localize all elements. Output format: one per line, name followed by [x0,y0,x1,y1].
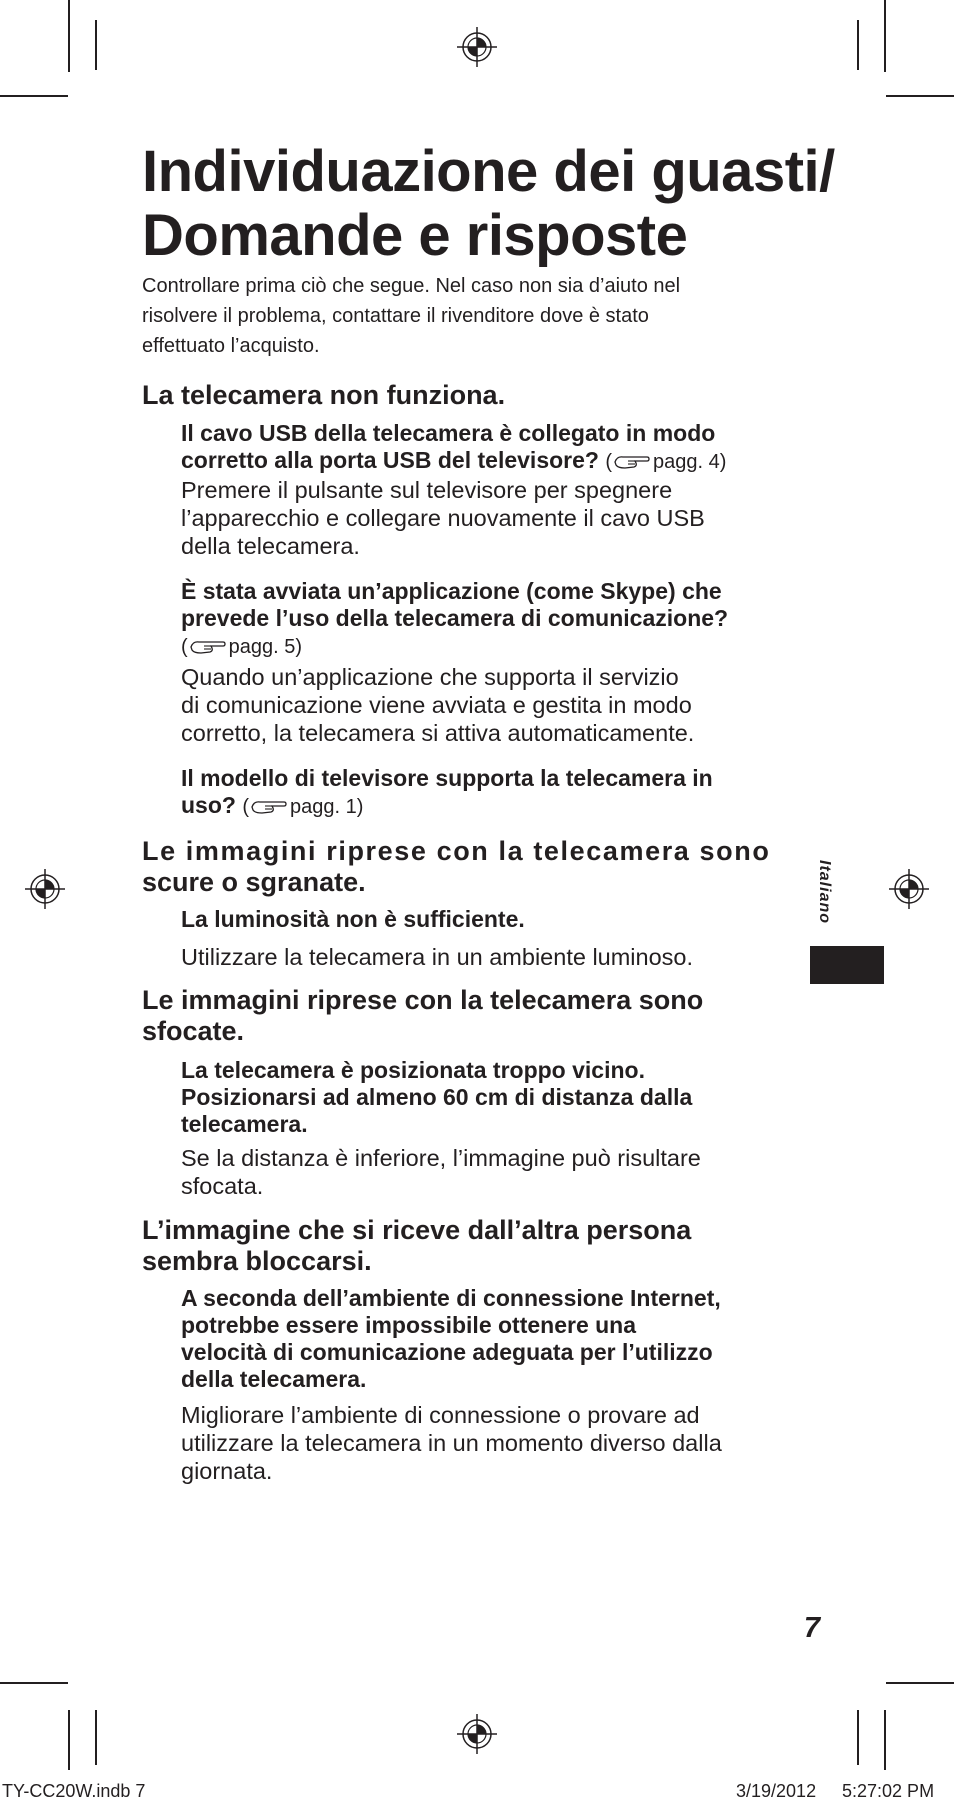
page-reference: ( pagg. 4) [605,451,727,473]
answer-line: di comunicazione viene avviata e gestita in modo [181,692,692,718]
answer [181,663,806,747]
section-heading [142,985,802,1047]
question: La luminosità non è sufficiente. [181,906,525,932]
answer [181,476,806,560]
page-reference-text: pagg. 5) [228,636,303,658]
answer-line: utilizzare la telecamera in un momento diverso dalla [181,1430,722,1456]
answer-line: Quando un’applicazione che supporta il servizio [181,664,679,690]
section-heading: La telecamera non funziona. [142,380,506,410]
section-heading-line: sembra bloccarsi. [142,1246,372,1276]
registration-mark-icon [23,867,67,911]
page-title [142,140,842,268]
question-line: Il cavo USB della telecamera è collegato in modo [181,420,716,446]
question [181,765,806,821]
answer-line: l’apparecchio e collegare nuovamente il cavo USB [181,505,705,531]
footer-date: 3/19/2012 [736,1781,817,1801]
answer [181,1144,806,1200]
answer-line: sfocata. [181,1173,264,1199]
answer-line: Migliorare l’ambiente di connessione o provare ad [181,1402,700,1428]
answer-line: giornata. [181,1458,273,1484]
question-line: velocità di comunicazione adeguata per l’utilizzo [181,1339,713,1365]
question [181,1285,806,1393]
page-title-line: Individuazione dei guasti/ [142,139,835,204]
footer-file: TY-CC20W.indb 7 [2,1781,146,1801]
question [181,420,806,476]
question-line: uso? [181,792,236,818]
page-reference: ( pagg. 1) [242,796,364,818]
page-reference: ( pagg. 5) [181,636,303,658]
question-line: corretto alla porta USB del televisore? [181,447,599,473]
question-line: Il modello di televisore supporta la telecamera in [181,765,713,791]
answer-line: della telecamera. [181,533,360,559]
question-line: della telecamera. [181,1366,367,1392]
question [181,1057,806,1138]
intro-line: effettuato l’acquisto. [142,335,320,357]
intro-paragraph [142,271,782,361]
question-line: telecamera. [181,1111,308,1137]
language-label: Italiano [816,860,833,925]
question-line: La telecamera è posizionata troppo vicino. [181,1057,645,1083]
section-heading [142,1215,802,1277]
answer [181,1401,806,1485]
pointing-hand-icon [189,638,227,656]
footer-time: 5:27:02 PM [842,1781,935,1801]
page-reference-text: pagg. 1) [290,796,364,818]
section-heading-line: L’immagine che si riceve dall’altra persona [142,1215,692,1245]
question-line: prevede l’uso della telecamera di comunicazione? [181,605,729,631]
section-heading-line: Le immagini riprese con la telecamera sono [142,985,704,1015]
page-number: 7 [803,1612,820,1644]
registration-mark-icon [887,867,931,911]
section-heading [142,836,802,898]
registration-mark-icon [455,1712,499,1756]
answer-line: Premere il pulsante sul televisore per spegnere [181,477,673,503]
question [181,578,806,661]
intro-line: risolvere il problema, contattare il rivenditore dove è stato [142,305,649,327]
page-title-line: Domande e risposte [142,203,688,268]
language-tab [810,946,884,984]
page-reference-text: pagg. 4) [653,451,727,473]
intro-line: Controllare prima ciò che segue. Nel caso non sia d’aiuto nel [142,275,681,297]
question-line: È stata avviata un’applicazione (come Skype) che [181,578,722,604]
answer: Utilizzare la telecamera in un ambiente luminoso. [181,944,694,970]
answer-line: Se la distanza è inferiore, l’immagine può risultare [181,1145,701,1171]
question-line: potrebbe essere impossibile ottenere una [181,1312,637,1338]
registration-mark-icon [455,25,499,69]
pointing-hand-icon [613,453,651,471]
section-heading-line: scure o sgranate. [142,867,366,897]
pointing-hand-icon [250,798,288,816]
question-line: A seconda dell’ambiente di connessione Internet, [181,1285,721,1311]
section-heading-line: sfocate. [142,1016,245,1046]
question-line: Posizionarsi ad almeno 60 cm di distanza dalla [181,1084,693,1110]
answer-line: corretto, la telecamera si attiva automaticamente. [181,720,695,746]
section-heading-line: Le immagini riprese con la telecamera sono [142,836,771,866]
